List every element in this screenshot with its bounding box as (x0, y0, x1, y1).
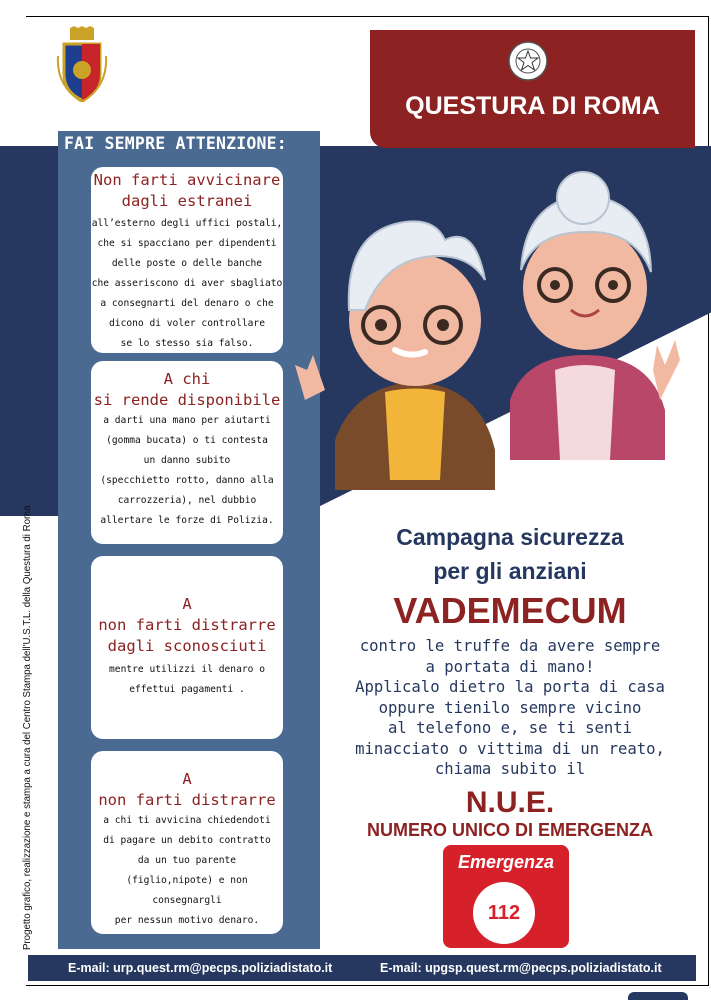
card-body-line: all’esterno degli uffici postali, (91, 218, 283, 229)
header-title: QUESTURA DI ROMA (405, 92, 660, 120)
card-body-line: carrozzeria), nel dubbio (117, 495, 257, 506)
card-heading-line: Non farti avvicinare (93, 171, 281, 189)
card-body-line: dicono di voler controllare (109, 318, 265, 329)
nue-full-name: NUMERO UNICO DI EMERGENZA (366, 820, 653, 840)
warning-card-debt (91, 751, 283, 934)
emergency-number: 112 (487, 902, 521, 924)
warning-card-helpers (91, 361, 283, 544)
campaign-body-line: contro le truffe da avere sempre (359, 637, 661, 655)
card-heading-line: A (182, 770, 192, 788)
card-body-line: a darti una mano per aiutarti (103, 415, 271, 426)
card-heading-line: A chi (163, 370, 211, 388)
card-body-line: mentre utilizzi il denaro o (109, 664, 265, 675)
card-body-line: (specchietto rotto, danno alla (100, 475, 274, 486)
card-heading-line: non farti distrarre (98, 791, 276, 809)
card-body-line: da un tuo parente (137, 855, 237, 866)
card-body-line: a consegnarti del denaro o che (100, 298, 274, 309)
card-body-line: a chi ti avvicina chiedendoti (103, 815, 271, 826)
card-body-line: per nessun motivo denaro. (114, 915, 260, 926)
card-body-line: che asseriscono di aver sbagliato (91, 278, 283, 289)
campaign-body (330, 636, 690, 780)
card-heading-line: dagli sconosciuti (107, 637, 267, 655)
campaign-body-line: a portata di mano! (425, 657, 595, 676)
card-body-line: delle poste o delle banche (111, 258, 263, 269)
nue-acronym: N.U.E. (465, 786, 555, 819)
card-body-line: allertare le forze di Polizia. (100, 515, 274, 526)
card-body-line: se lo stesso sia falso. (120, 338, 254, 349)
footer-email-right[interactable]: E-mail: upgsp.quest.rm@pecps.poliziadistato.it (380, 961, 662, 975)
elderly-couple-illustration (285, 160, 710, 520)
campaign-body-line: Applicalo dietro la porta di casa (355, 678, 665, 696)
card-heading-line: A (182, 595, 192, 613)
footer-email-left[interactable]: E-mail: urp.quest.rm@pecps.poliziadistato.it (68, 961, 333, 975)
credits-vertical-text: Progetto grafico, realizzazione e stampa a cura del Centro Stampa dell'U.S.T.L. della Questura di Roma (22, 505, 33, 950)
campaign-subtitle (330, 520, 690, 588)
card-body-line: (gomma bucata) o ti contesta (106, 435, 268, 446)
card-body-line: (figlio,nipote) e non consegnargli (126, 875, 248, 906)
card-body-line: che si spacciano per dipendenti (97, 238, 277, 249)
card-heading-line: non farti distrarre (98, 616, 276, 634)
campaign-body-line: minacciato o vittima di un reato, (355, 739, 665, 758)
warning-card-strangers (91, 167, 283, 353)
card-heading-line: dagli estranei (121, 192, 253, 210)
card-body-line: un danno subito (143, 455, 231, 466)
repubblica-emblem-icon (507, 40, 549, 82)
warning-card-strangers-distract (91, 556, 283, 739)
campaign-line-2: per gli anziani (433, 558, 587, 584)
sidebar-title: FAI SEMPRE ATTENZIONE: (64, 134, 287, 153)
campaign-body-line: chiama subito il (434, 760, 586, 778)
card-heading-line: si rende disponibile (93, 391, 281, 409)
emergency-label: Emergenza (457, 852, 555, 872)
campaign-body-line: oppure tienilo sempre vicino (378, 698, 642, 717)
corner-tab (628, 992, 688, 1000)
card-body-line: effettui pagamenti . (129, 684, 245, 695)
polizia-crest-icon (56, 26, 108, 102)
card-body-line: di pagare un debito contratto (103, 835, 271, 846)
campaign-body-line: al telefono e, se ti senti (387, 719, 633, 737)
vademecum-title: VADEMECUM (393, 590, 627, 631)
campaign-line-1: Campagna sicurezza (396, 524, 624, 550)
